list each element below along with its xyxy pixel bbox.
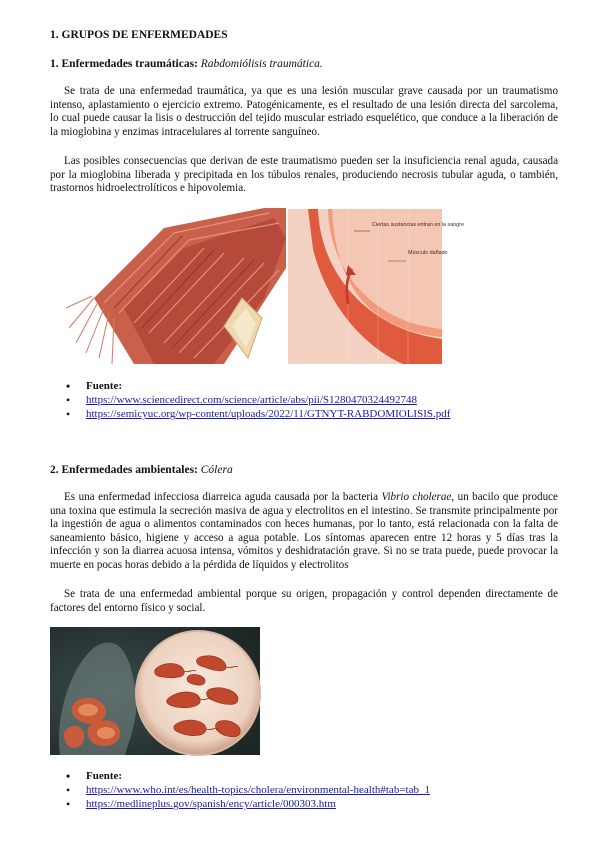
- section2-p1-text-b: , un bacilo que produce una toxina que estimula la secreción masiva de agua y electrolitos en el intestino. Se transmite principalmente por la ingestión de agua o alimentos contaminados con heces humanas, por lo tanto, está relacionada con la falta de saneamiento básico, higiene y acceso a agua potable. Los síntomas aparecen entre 12 horas y 5 días tras la infección y son la diarrea acuosa intensa, vómitos y deshidratación grave. Si no se trata puede, puede provocar la muerte en pocas horas debido a la pérdida de líquidos y electrolitos: [50, 491, 558, 571]
- source-link-medlineplus[interactable]: https://medlineplus.gov/spanish/ency/article/000303.htm: [86, 798, 336, 811]
- section2-sources-list: [66, 769, 430, 812]
- section2-paragraph-2: Se trata de una enfermedad ambiental porque su origen, propagación y control dependen directamente de factores del entorno físico y social.: [50, 588, 558, 614]
- section1-source-item: [66, 407, 450, 421]
- source-link-who[interactable]: https://www.who.int/es/health-topics/cholera/environmental-health#tab=tab_1: [86, 784, 430, 797]
- damaged-muscle-diagram: [288, 209, 464, 364]
- section1-paragraph-1: Se trata de una enfermedad traumática, ya que es una lesión muscular grave causada por un traumatismo intenso, aplastamiento o ejercicio extremo. Patogénicamente, es el resultado de una lesión directa del sarcolema, lo cual puede causar la lisis o destrucción del tejido muscular estriado esquelético, que conduce a la liberación de la mioglobina y enzimas intracelulares al torrente sanguíneo.: [50, 85, 558, 138]
- image-label-damaged-muscle: Músculo dañado: [408, 250, 448, 256]
- torn-muscle-illustration: [64, 208, 286, 364]
- section1-heading-italic: Rabdomiólisis traumática.: [200, 58, 323, 70]
- source-link-sciencedirect[interactable]: https://www.sciencedirect.com/science/article/abs/pii/S1280470324492748: [86, 394, 418, 407]
- section1-sources-list: [66, 379, 450, 422]
- section1-source-item: [66, 393, 450, 407]
- section2-heading: [50, 463, 233, 478]
- section1-paragraph-2: Las posibles consecuencias que derivan de este traumatismo pueden ser la insuficiencia renal aguda, causada por la mioglobina liberada y precipitada en los túbulos renales, produciendo necrosis tubular aguda, o también, trastornos hidroelectrolíticos e hipovolemia.: [50, 155, 558, 195]
- section2-heading-italic: Cólera: [200, 464, 233, 476]
- section2-p1-species: Vibrio cholerae: [381, 491, 452, 503]
- image-label-substances: Ciertas sustancias entran en la sangre: [372, 222, 464, 228]
- section2-source-item: [66, 783, 430, 797]
- cholera-bacteria-illustration: [50, 627, 260, 755]
- main-title: 1. GRUPOS DE ENFERMEDADES: [50, 29, 228, 41]
- source-link-semicyuc[interactable]: https://semicyuc.org/wp-content/uploads/2022/11/GTNYT-RABDOMIOLISIS.pdf: [86, 408, 451, 421]
- section2-sources-label: • Fuente:: [66, 769, 430, 783]
- section1-sources-label: • Fuente:: [66, 379, 450, 393]
- section2-heading-bold: 2. Enfermedades ambientales:: [50, 464, 198, 476]
- section1-heading: [50, 57, 323, 72]
- section2-paragraph-1: [50, 491, 558, 573]
- section2-p1-text-a: Es una enfermedad infecciosa diarreica aguda causada por la bacteria: [64, 491, 379, 503]
- section1-heading-bold: 1. Enfermedades traumáticas:: [50, 58, 198, 70]
- section2-source-item: [66, 797, 430, 811]
